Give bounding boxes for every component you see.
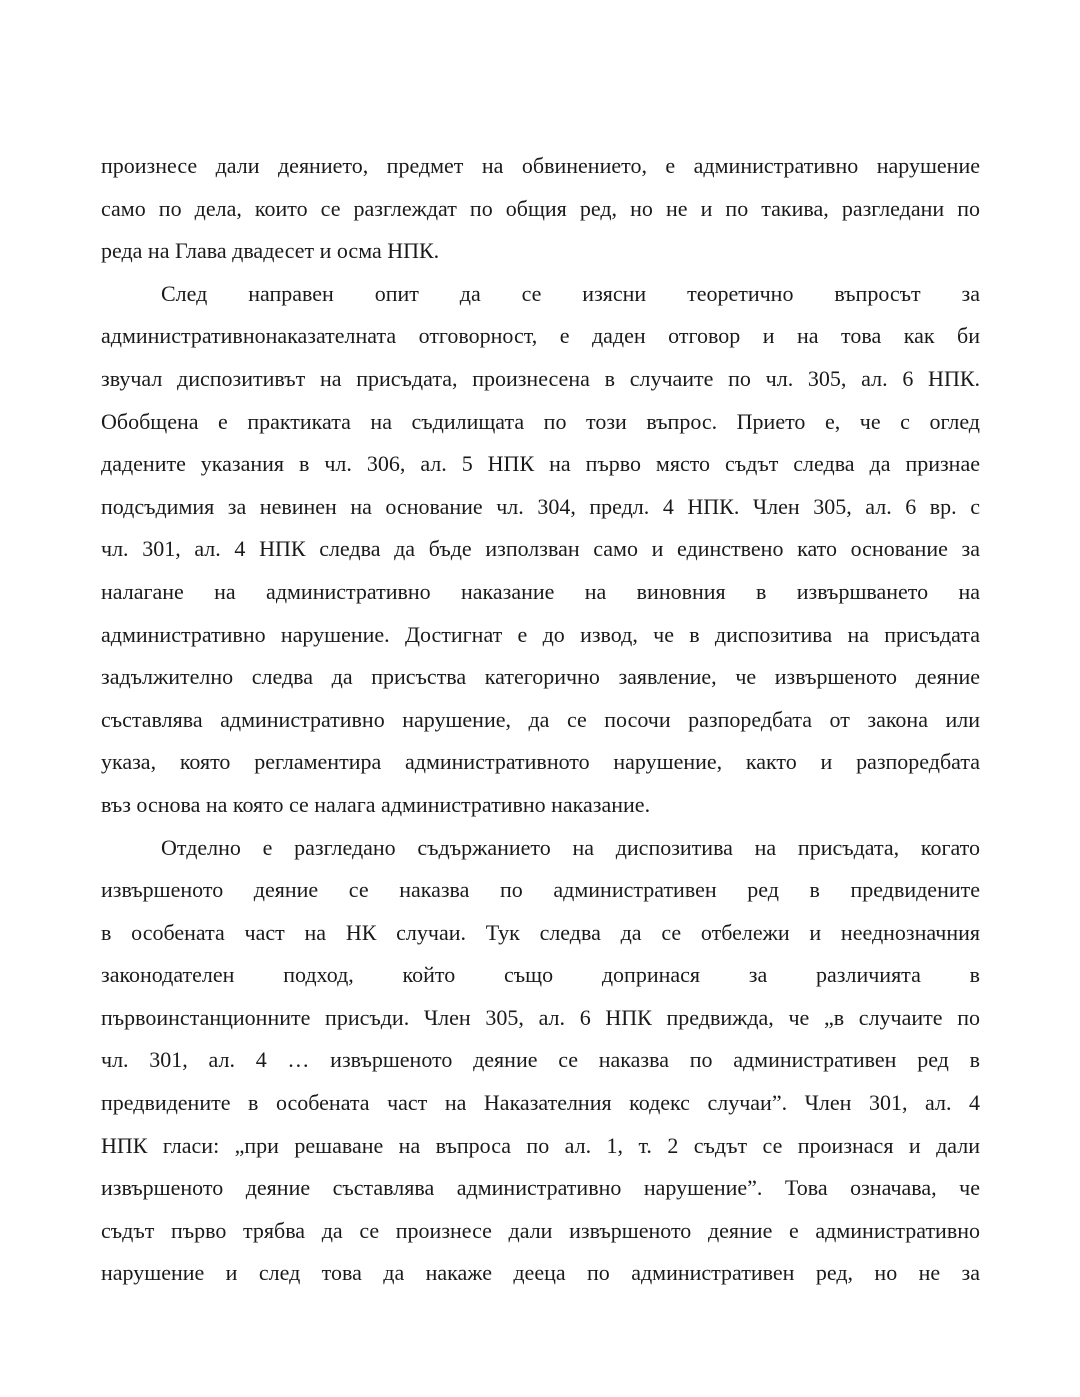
paragraph-3 bbox=[101, 827, 980, 1296]
text-line: законодателен подход, който също допринася за различията в bbox=[101, 962, 980, 988]
body-text bbox=[101, 145, 980, 1295]
text-line: указа, която регламентира административното нарушение, както и разпоредбата bbox=[101, 749, 980, 775]
text-line: съставлява административно нарушение, да се посочи разпоредбата от закона или bbox=[101, 706, 980, 732]
text-line: реда на Глава двадесет и осма НПК. bbox=[101, 238, 440, 264]
text-line: подсъдимия за невинен на основание чл. 304, предл. 4 НПК. Член 305, ал. 6 вр. с bbox=[101, 493, 980, 519]
text-line: предвидените в особената част на Наказателния кодекс случаи”. Член 301, ал. 4 bbox=[101, 1090, 980, 1116]
text-line: административнонаказателната отговорност, е даден отговор и на това как би bbox=[101, 323, 980, 349]
text-line: налагане на административно наказание на виновния в извършването на bbox=[101, 578, 980, 604]
text-line: дадените указания в чл. 306, ал. 5 НПК на първо място съдът следва да признае bbox=[101, 451, 980, 477]
text-line: чл. 301, ал. 4 … извършеното деяние се наказва по административен ред в bbox=[101, 1047, 980, 1073]
text-line: Отделно е разгледано съдържанието на диспозитива на присъдата, когато bbox=[161, 834, 980, 860]
text-line: чл. 301, ал. 4 НПК следва да бъде използван само и единствено като основание за bbox=[101, 536, 980, 562]
text-line: След направен опит да се изясни теоретично въпросът за bbox=[161, 280, 980, 306]
text-line: звучал диспозитивът на присъдата, произнесена в случаите по чл. 305, ал. 6 НПК. bbox=[101, 365, 980, 391]
paragraph-2 bbox=[101, 273, 980, 827]
text-line: задължително следва да присъства категорично заявление, че извършеното деяние bbox=[101, 664, 980, 690]
text-line: в особената част на НК случаи. Тук следва да се отбележи и нееднозначния bbox=[101, 919, 980, 945]
text-line: първоинстанционните присъди. Член 305, ал. 6 НПК предвижда, че „в случаите по bbox=[101, 1004, 980, 1030]
text-line: административно нарушение. Достигнат е до извод, че в диспозитива на присъдата bbox=[101, 621, 980, 647]
text-line: само по дела, които се разглеждат по общия ред, но не и по такива, разгледани по bbox=[101, 195, 980, 221]
text-line: произнесе дали деянието, предмет на обвинението, е административно нарушение bbox=[101, 153, 980, 178]
text-line: съдът първо трябва да се произнесе дали извършеното деяние е административно bbox=[101, 1217, 980, 1243]
text-line: Обобщена е практиката на съдилищата по този въпрос. Прието е, че с оглед bbox=[101, 408, 980, 434]
text-line: извършеното деяние се наказва по административен ред в предвидените bbox=[101, 877, 980, 903]
text-line: нарушение и след това да накаже дееца по административен ред, но не за bbox=[101, 1260, 980, 1286]
text-line: НПК гласи: „при решаване на въпроса по ал. 1, т. 2 съдът се произнася и дали bbox=[101, 1132, 980, 1158]
text-line: извършеното деяние съставлява административно нарушение”. Това означава, че bbox=[101, 1175, 980, 1201]
text-line: въз основа на която се налага административно наказание. bbox=[101, 791, 651, 817]
paragraph-1 bbox=[101, 145, 980, 273]
